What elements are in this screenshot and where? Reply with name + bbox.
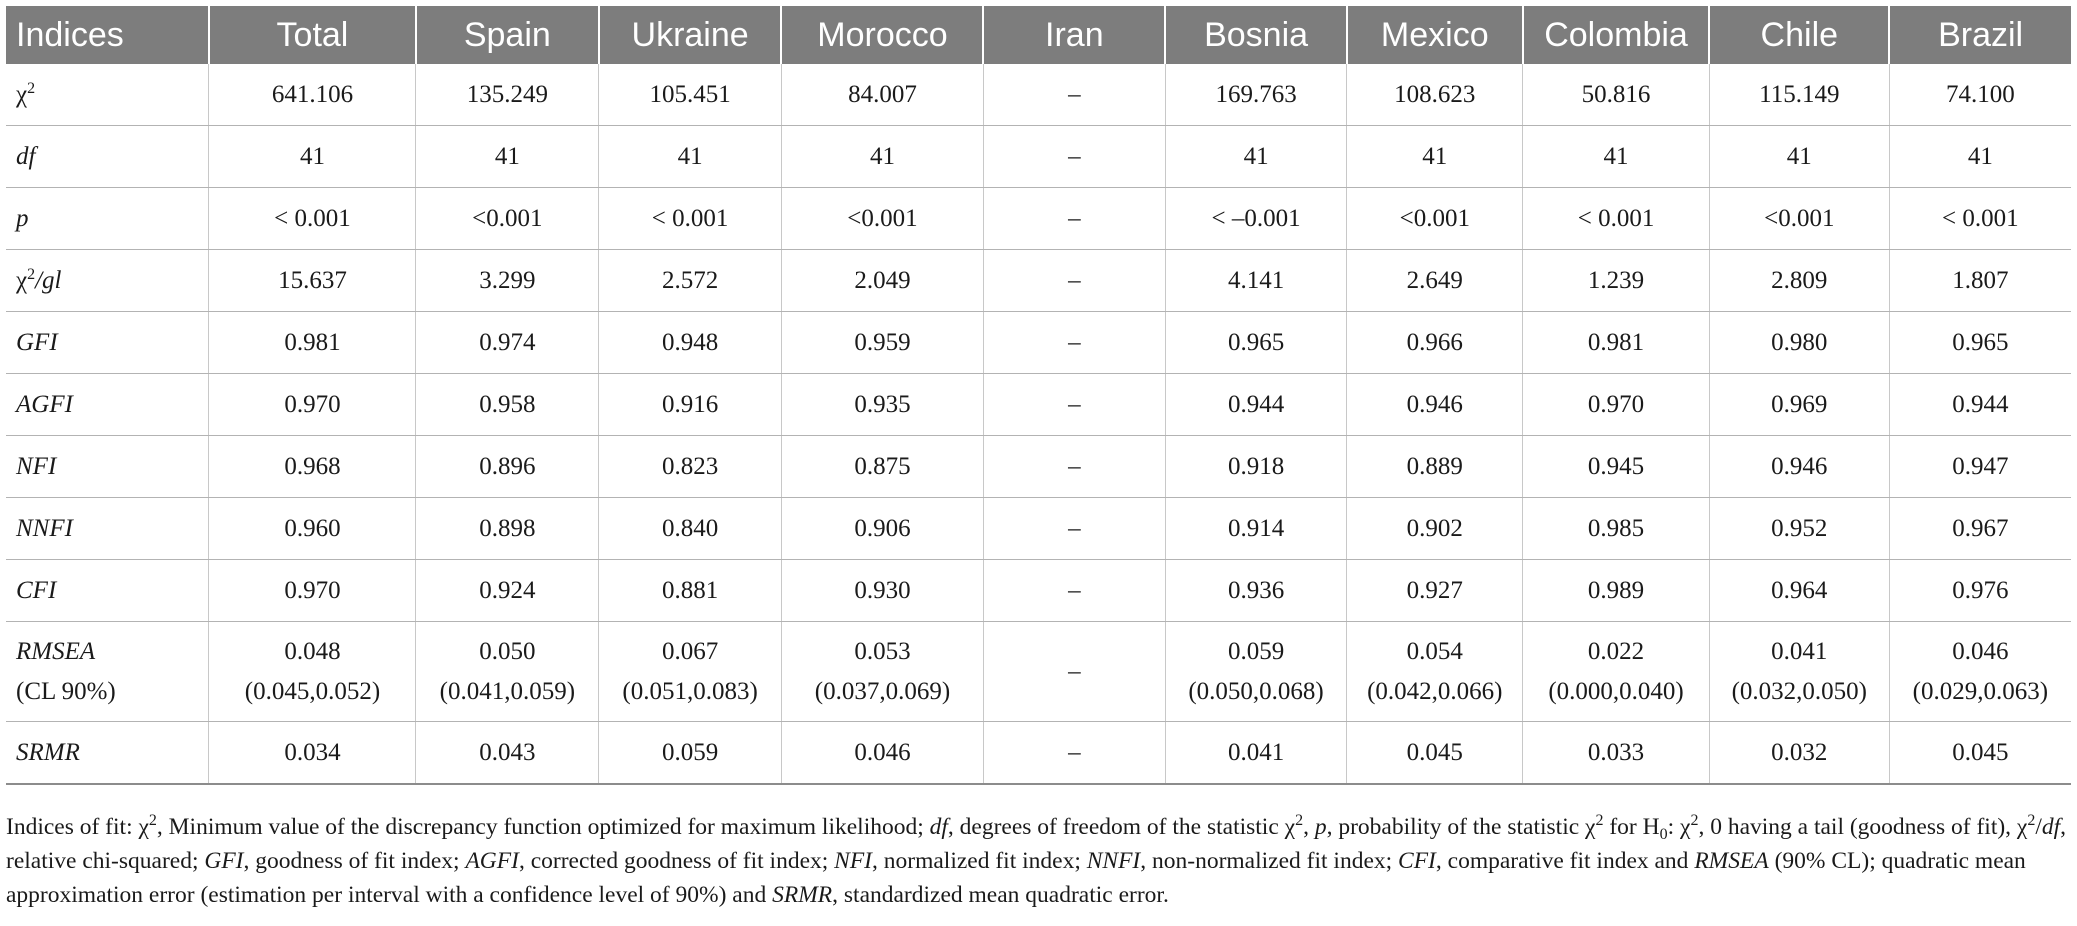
table-cell [1523, 374, 1710, 436]
cell-confidence-interval: (0.045,0.052) [244, 677, 381, 705]
cell-value: 0.046 [854, 738, 911, 766]
cell-value: 0.927 [1406, 576, 1463, 604]
table-cell [1889, 250, 2071, 312]
cell-value: 0.989 [1587, 576, 1645, 604]
table-cell [1523, 560, 1710, 622]
cell-value: 41 [869, 142, 895, 170]
table-cell [983, 560, 1165, 622]
cell-value: 0.053 [854, 637, 911, 665]
row-label [6, 188, 209, 250]
cell-value: 1.807 [1952, 266, 2009, 294]
table-cell [1347, 312, 1523, 374]
cell-value: 0.969 [1771, 390, 1828, 418]
cell-value: 0.054 [1406, 637, 1463, 665]
header-colombia: Colombia [1523, 6, 1710, 64]
table-cell [209, 436, 416, 498]
table-cell [983, 622, 1165, 722]
table-cell [1709, 188, 1889, 250]
table-cell [1347, 622, 1523, 722]
cell-value: 0.968 [284, 452, 341, 480]
header-morocco: Morocco [781, 6, 983, 64]
table-cell [781, 622, 983, 722]
table-cell [1709, 374, 1889, 436]
table-row [6, 250, 2071, 312]
cell-value: – [1068, 142, 1081, 170]
cell-value: 41 [1786, 142, 1812, 170]
cell-value: 0.918 [1227, 452, 1285, 480]
cell-confidence-interval: (0.032,0.050) [1731, 677, 1867, 705]
table-cell [1889, 188, 2071, 250]
cell-value: 0.985 [1587, 514, 1645, 542]
cell-value: < –0.001 [1211, 204, 1301, 232]
table-row [6, 498, 2071, 560]
cell-value: 0.924 [479, 576, 536, 604]
table-cell [1709, 560, 1889, 622]
cell-value: 0.898 [479, 514, 536, 542]
cell-value: 0.059 [1227, 637, 1285, 665]
table-row [6, 64, 2071, 126]
cell-value: 50.816 [1581, 80, 1651, 108]
row-label-text: χ [16, 80, 28, 108]
table-cell [983, 722, 1165, 785]
cell-value: 74.100 [1945, 80, 2015, 108]
table-cell [1165, 374, 1347, 436]
cell-value: < 0.001 [1577, 204, 1655, 232]
row-label-subtitle: (CL 90%) [16, 677, 116, 705]
header-bosnia: Bosnia [1165, 6, 1347, 64]
table-cell [1165, 312, 1347, 374]
table-cell [781, 498, 983, 560]
table-cell [1709, 64, 1889, 126]
cell-value: 0.965 [1952, 328, 2009, 356]
table-cell [1165, 560, 1347, 622]
table-cell [1347, 436, 1523, 498]
table-cell [1523, 250, 1710, 312]
cell-value: 0.981 [1587, 328, 1645, 356]
cell-value: – [1068, 514, 1081, 542]
cell-value: <0.001 [1399, 204, 1470, 232]
cell-value: – [1068, 204, 1081, 232]
cell-value: 0.067 [661, 637, 719, 665]
cell-value: 0.059 [661, 738, 719, 766]
table-cell [209, 722, 416, 785]
table-cell [1165, 126, 1347, 188]
table-cell [1347, 250, 1523, 312]
table-cell [983, 436, 1165, 498]
table-cell [416, 188, 599, 250]
cell-value: 0.948 [661, 328, 719, 356]
table-cell [1347, 722, 1523, 785]
cell-value: 0.914 [1227, 514, 1285, 542]
cell-value: 0.034 [284, 738, 341, 766]
cell-value: 0.823 [661, 452, 719, 480]
cell-value: 0.902 [1406, 514, 1463, 542]
table-cell [1889, 64, 2071, 126]
cell-value: 0.045 [1406, 738, 1463, 766]
cell-confidence-interval: (0.037,0.069) [814, 677, 951, 705]
cell-value: 0.875 [854, 452, 911, 480]
table-cell [1709, 622, 1889, 722]
table-cell [599, 622, 782, 722]
cell-value: – [1068, 328, 1081, 356]
table-cell [599, 64, 782, 126]
cell-value: 0.935 [854, 390, 911, 418]
cell-value: 0.840 [661, 514, 719, 542]
row-label [6, 560, 209, 622]
table-cell [781, 64, 983, 126]
table-cell [1709, 312, 1889, 374]
fit-indices-table [6, 6, 2071, 785]
row-label [6, 622, 209, 722]
table-row [6, 312, 2071, 374]
table-cell [1165, 722, 1347, 785]
table-cell [416, 64, 599, 126]
cell-value: 3.299 [479, 266, 536, 294]
table-cell [209, 250, 416, 312]
cell-confidence-interval: (0.000,0.040) [1548, 677, 1684, 705]
table-cell [209, 374, 416, 436]
cell-confidence-interval: (0.050,0.068) [1188, 677, 1324, 705]
row-label [6, 64, 209, 126]
row-label-suffix: /gl [35, 266, 62, 294]
cell-value: 0.966 [1406, 328, 1463, 356]
table-cell [1523, 722, 1710, 785]
cell-value: 0.896 [479, 452, 536, 480]
cell-value: < 0.001 [1942, 204, 2019, 232]
cell-value: 0.980 [1771, 328, 1828, 356]
table-cell [209, 312, 416, 374]
cell-value: 2.049 [854, 266, 911, 294]
cell-value: 169.763 [1215, 80, 1297, 108]
cell-value: 41 [299, 142, 325, 170]
table-cell [599, 126, 782, 188]
table-cell [416, 722, 599, 785]
table-cell [1709, 722, 1889, 785]
cell-value: 0.970 [1587, 390, 1645, 418]
header-total: Total [209, 6, 416, 64]
table-cell [209, 498, 416, 560]
table-cell [1523, 64, 1710, 126]
cell-value: 0.960 [284, 514, 341, 542]
cell-value: 0.889 [1406, 452, 1463, 480]
table-cell [1523, 126, 1710, 188]
table-cell [599, 374, 782, 436]
table-cell [1347, 374, 1523, 436]
row-label-text: AGFI [16, 390, 73, 418]
cell-value: 84.007 [848, 80, 917, 108]
table-cell [1709, 498, 1889, 560]
table-cell [599, 560, 782, 622]
header-spain: Spain [416, 6, 599, 64]
table-cell [1523, 622, 1710, 722]
cell-value: 15.637 [278, 266, 347, 294]
table-cell [1347, 188, 1523, 250]
header-indices: Indices [6, 6, 209, 64]
table-row [6, 126, 2071, 188]
cell-value: – [1068, 576, 1081, 604]
table-cell [1165, 498, 1347, 560]
table-cell [781, 560, 983, 622]
cell-value: 0.945 [1587, 452, 1645, 480]
cell-value: 41 [1243, 142, 1269, 170]
table-cell [983, 126, 1165, 188]
table-cell [209, 126, 416, 188]
row-label-text: χ [16, 266, 28, 294]
table-cell [983, 188, 1165, 250]
row-label [6, 722, 209, 785]
cell-value: 0.041 [1227, 738, 1285, 766]
table-cell [1889, 622, 2071, 722]
table-cell [416, 622, 599, 722]
cell-value: 2.809 [1771, 266, 1828, 294]
cell-value: <0.001 [847, 204, 918, 232]
table-cell [1347, 64, 1523, 126]
cell-value: 41 [1967, 142, 1993, 170]
row-label [6, 436, 209, 498]
row-label-text: NNFI [16, 514, 73, 542]
table-cell [781, 188, 983, 250]
cell-value: 0.936 [1227, 576, 1285, 604]
table-cell [1523, 312, 1710, 374]
cell-value: 1.239 [1587, 266, 1645, 294]
row-label-text: p [16, 204, 29, 232]
table-cell [209, 560, 416, 622]
table-cell [1889, 312, 2071, 374]
cell-value: 0.952 [1771, 514, 1828, 542]
header-brazil: Brazil [1889, 6, 2071, 64]
cell-value: – [1068, 390, 1081, 418]
cell-value: – [1068, 266, 1081, 294]
cell-value: 41 [677, 142, 703, 170]
table-cell [781, 374, 983, 436]
row-label [6, 312, 209, 374]
cell-value: 0.958 [479, 390, 536, 418]
cell-value: 2.572 [661, 266, 719, 294]
table-cell [209, 188, 416, 250]
table-cell [416, 560, 599, 622]
cell-value: 0.964 [1771, 576, 1828, 604]
cell-value: 0.881 [661, 576, 719, 604]
table-cell [416, 436, 599, 498]
table-row [6, 188, 2071, 250]
table-row [6, 374, 2071, 436]
cell-value: 0.974 [479, 328, 536, 356]
cell-value: 0.965 [1227, 328, 1285, 356]
table-cell [1709, 436, 1889, 498]
table-cell [599, 312, 782, 374]
cell-value: 0.916 [661, 390, 719, 418]
table-cell [1709, 250, 1889, 312]
cell-value: 0.967 [1952, 514, 2009, 542]
header-chile: Chile [1709, 6, 1889, 64]
cell-value: 0.041 [1771, 637, 1828, 665]
table-row [6, 722, 2071, 785]
table-cell [599, 722, 782, 785]
fit-indices-table-container [6, 6, 2071, 785]
cell-value: 0.930 [854, 576, 911, 604]
cell-value: 0.050 [479, 637, 536, 665]
row-label-superscript: 2 [27, 79, 36, 97]
cell-value: 0.033 [1587, 738, 1645, 766]
cell-value: 2.649 [1406, 266, 1463, 294]
table-body [6, 64, 2071, 784]
table-cell [209, 622, 416, 722]
table-cell [1889, 560, 2071, 622]
table-cell [1347, 498, 1523, 560]
table-cell [1165, 622, 1347, 722]
header-ukraine: Ukraine [599, 6, 782, 64]
row-label [6, 126, 209, 188]
row-label-text: NFI [16, 452, 57, 480]
table-cell [1889, 436, 2071, 498]
row-label-text: df [16, 142, 36, 170]
cell-value: 0.970 [284, 390, 341, 418]
table-cell [1165, 250, 1347, 312]
table-cell [1165, 188, 1347, 250]
table-cell [1165, 64, 1347, 126]
header-mexico: Mexico [1347, 6, 1523, 64]
cell-value: 0.046 [1952, 637, 2009, 665]
table-cell [1889, 498, 2071, 560]
header-iran: Iran [983, 6, 1165, 64]
cell-value: 0.981 [284, 328, 341, 356]
table-row [6, 436, 2071, 498]
cell-value: 0.032 [1771, 738, 1828, 766]
cell-confidence-interval: (0.042,0.066) [1367, 677, 1503, 705]
table-cell [599, 188, 782, 250]
table-footnote: Indices of fit: $\chi^2$, Minimum value of the discrepancy function optimized for maximum likelihood; df, degrees of freedom of the statistic $\chi^2$, p, probability of the statistic $\chi^2$ for $H_0$: $\chi^2$, 0 having a tail (goodness of fit), $\chi^2/df$, relative chi-squared; GFI, goodness of fit index; AGFI, corrected goodness of fit index; NFI, normalized fit index; NNFI, non-normalized fit index; CFI, comparative fit index and RMSEA (90% CL); quadratic mean approximation error (estimation per interval with a confidence level of 90%) and SRMR, standardized mean quadratic error. [6, 812, 2067, 908]
cell-value: 0.045 [1952, 738, 2009, 766]
table-cell [416, 250, 599, 312]
table-cell [1347, 560, 1523, 622]
table-cell [599, 498, 782, 560]
row-label-text: GFI [16, 328, 58, 356]
cell-value: 0.906 [854, 514, 911, 542]
table-cell [1347, 126, 1523, 188]
cell-value: 41 [1603, 142, 1629, 170]
cell-value: 0.947 [1952, 452, 2009, 480]
cell-value: – [1068, 452, 1081, 480]
cell-value: 0.022 [1587, 637, 1645, 665]
cell-value: 641.106 [271, 80, 354, 108]
cell-value: 135.249 [466, 80, 548, 108]
table-cell [983, 498, 1165, 560]
cell-confidence-interval: (0.041,0.059) [439, 677, 576, 705]
cell-value: 0.976 [1952, 576, 2009, 604]
row-label-text: SRMR [16, 738, 80, 766]
table-cell [1709, 126, 1889, 188]
cell-value: – [1068, 657, 1081, 685]
cell-value: < 0.001 [274, 204, 351, 232]
row-label [6, 498, 209, 560]
cell-confidence-interval: (0.029,0.063) [1912, 677, 2049, 705]
cell-value: 0.944 [1227, 390, 1285, 418]
cell-value: 115.149 [1759, 80, 1840, 108]
cell-value: 0.048 [284, 637, 341, 665]
table-cell [1165, 436, 1347, 498]
table-row [6, 560, 2071, 622]
cell-value: 4.141 [1227, 266, 1285, 294]
table-cell [416, 126, 599, 188]
cell-value: <0.001 [1764, 204, 1835, 232]
table-cell [781, 126, 983, 188]
cell-value: 0.946 [1406, 390, 1463, 418]
table-row [6, 622, 2071, 722]
row-label [6, 374, 209, 436]
table-cell [983, 312, 1165, 374]
cell-value: 41 [494, 142, 520, 170]
cell-value: < 0.001 [651, 204, 729, 232]
cell-value: 0.043 [479, 738, 536, 766]
table-cell [599, 436, 782, 498]
cell-value: 0.959 [854, 328, 911, 356]
cell-value: <0.001 [472, 204, 543, 232]
table-cell [1889, 374, 2071, 436]
table-cell [983, 374, 1165, 436]
table-cell [781, 312, 983, 374]
table-cell [1889, 126, 2071, 188]
table-cell [1523, 436, 1710, 498]
row-label-text: CFI [16, 576, 57, 604]
table-cell [209, 64, 416, 126]
row-label-text: RMSEA [16, 637, 96, 665]
row-label-superscript: 2 [27, 265, 36, 283]
table-cell [781, 722, 983, 785]
table-cell [599, 250, 782, 312]
cell-value: 0.970 [284, 576, 341, 604]
table-header-row [6, 6, 2071, 64]
row-label [6, 250, 209, 312]
table-cell [781, 250, 983, 312]
cell-value: – [1068, 738, 1081, 766]
table-cell [416, 498, 599, 560]
table-cell [416, 374, 599, 436]
table-cell [781, 436, 983, 498]
table-cell [983, 64, 1165, 126]
cell-value: 105.451 [649, 80, 731, 108]
table-cell [983, 250, 1165, 312]
cell-value: 41 [1422, 142, 1448, 170]
table-cell [1889, 722, 2071, 785]
cell-value: 0.944 [1952, 390, 2009, 418]
table-cell [1523, 188, 1710, 250]
table-cell [416, 312, 599, 374]
cell-value: 108.623 [1394, 80, 1476, 108]
cell-value: 0.946 [1771, 452, 1828, 480]
table-cell [1523, 498, 1710, 560]
cell-confidence-interval: (0.051,0.083) [622, 677, 758, 705]
cell-value: – [1068, 80, 1081, 108]
